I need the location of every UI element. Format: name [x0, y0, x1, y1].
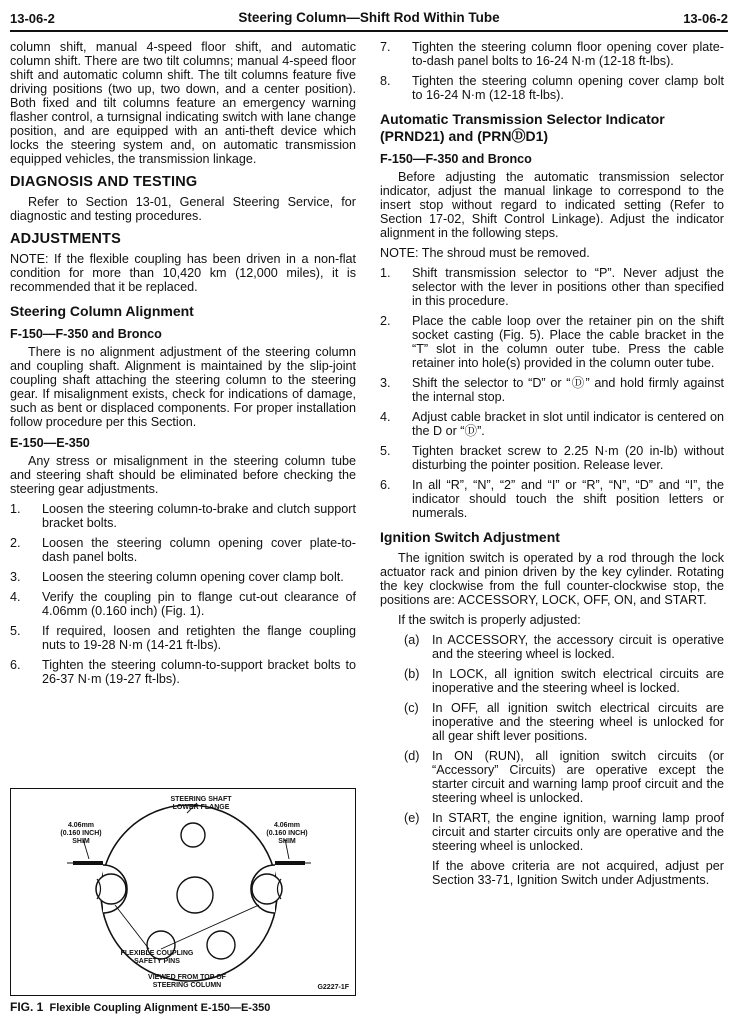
list-item: 7. Tighten the steering column floor opening cover plate-to-dash panel bolts to 16-24 N·m (12-18 ft-lbs). — [380, 40, 724, 68]
label-flange-1: STEERING SHAFT — [170, 796, 232, 803]
f150-text: There is no alignment adjustment of the steering column and coupling shaft. Alignment is maintained by the slip-joint coupling shaft attaching the steering column to the steering gear. If misalignment exists, check for indications of damage, such as bent or displaced components. For proper installation follow procedure per this Section. — [10, 345, 356, 429]
right-column — [380, 40, 724, 887]
f150-heading: F-150—F-350 and Bronco — [10, 327, 162, 341]
diagnosis-heading: DIAGNOSIS AND TESTING — [10, 174, 198, 190]
left-column — [10, 40, 356, 692]
list-item: 6. Tighten the steering column-to-support bracket bolts to 26-37 N·m (19-27 ft-lbs). — [10, 658, 356, 686]
figure-coupling-alignment — [10, 788, 356, 996]
list-item: (d) In ON (RUN), all ignition switch circuits (or “Accessory” Circuits) are operative except the starter circuit and warning lamp proof circuit and the steering wheel is unlocked. — [404, 749, 724, 805]
figure-caption — [10, 1000, 270, 1014]
ignition-final: If the above criteria are not acquired, adjust per Section 33-71, Ignition Switch under Adjustments. — [432, 859, 724, 887]
list-item: 5. If required, loosen and retighten the flange coupling nuts to 19-28 N·m (14-21 ft-lbs). — [10, 624, 356, 652]
list-item: 2. Loosen the steering column opening cover plate-to-dash panel bolts. — [10, 536, 356, 564]
ignition-lead: If the switch is properly adjusted: — [398, 613, 581, 627]
list-item: 8. Tighten the steering column opening cover clamp bolt to 16-24 N·m (12-18 ft-lbs). — [380, 74, 724, 102]
list-item: 3. Shift the selector to “D” or “Ⓓ” and hold firmly against the internal stop. — [380, 376, 724, 404]
list-item: (c) In OFF, all ignition switch electrical circuits are inoperative and the steering wheel is unlocked for all gear shift lever positions. — [404, 701, 724, 743]
list-item: (b) In LOCK, all ignition switch electrical circuits are inoperative and the steering wheel is locked. — [404, 667, 724, 695]
page-number-left: 13-06-2 — [10, 11, 55, 26]
adjustments-note: NOTE: If the flexible coupling has been driven in a non-flat condition for more than 10,420 km (12,000 miles), it is recommended that it be replaced. — [10, 252, 356, 294]
label-flange-2: LOWER FLANGE — [172, 804, 230, 811]
selector-indicator-heading: Automatic Transmission Selector Indicator (PRND21) and (PRNⒹD1) — [380, 111, 665, 144]
label-view-2: STEERING COLUMN — [152, 982, 222, 989]
diagnosis-text: Refer to Section 13-01, General Steering Service, for diagnostic and testing procedures. — [10, 195, 356, 223]
ignition-heading: Ignition Switch Adjustment — [380, 529, 560, 545]
list-item: 1. Loosen the steering column-to-brake and clutch support bracket bolts. — [10, 502, 356, 530]
label-shim-left-3: SHIM — [72, 838, 90, 845]
figure-code: G2227-1F — [317, 984, 349, 991]
e150-heading: E-150—E-350 — [10, 436, 90, 450]
label-shim-right-2: (0.160 INCH) — [266, 830, 308, 837]
adjustments-heading: ADJUSTMENTS — [10, 231, 121, 247]
selector-note: NOTE: The shroud must be removed. — [380, 246, 590, 260]
list-item: 3. Loosen the steering column opening cover clamp bolt. — [10, 570, 344, 584]
list-item: 1. Shift transmission selector to “P”. Never adjust the selector with the lever in positions other than specified in this procedure. — [380, 266, 724, 308]
figure-caption-text: Flexible Coupling Alignment E-150—E-350 — [49, 1002, 271, 1014]
selector-text: Before adjusting the automatic transmission selector indicator, adjust the manual linkage to correspond to the insert stop without regard to indicated setting (Refer to Section 17-02, Shift Control Linkage). Adjust the indicator alignment in the following steps. — [380, 170, 724, 240]
alignment-heading: Steering Column Alignment — [10, 303, 194, 319]
list-item: (e) In START, the engine ignition, warning lamp proof circuit and starter circuits only are operative and the steering wheel is unlocked. — [404, 811, 724, 853]
e150-text: Any stress or misalignment in the steering column tube and steering shaft should be eliminated before checking the steering gear adjustments. — [10, 454, 356, 496]
page-number-right: 13-06-2 — [683, 11, 728, 26]
coupling-diagram — [11, 789, 355, 995]
list-item: (a) In ACCESSORY, the accessory circuit is operative and the steering wheel is locked. — [404, 633, 724, 661]
label-shim-left-2: (0.160 INCH) — [60, 830, 102, 837]
bolt-hole-bottom-right — [207, 931, 235, 959]
ignition-text: The ignition switch is operated by a rod through the lock actuator rack and pinion driven by the key cylinder. Rotating the key clockwise from the full counter-clockwise stop, the positions are: ACCESSORY, LOCK, OFF, ON, and START. — [380, 551, 724, 607]
list-item: 6. In all “R”, “N”, “2” and “I” or “R”, “N”, “D” and “I”, the indicator should touch the shift position letters or numerals. — [380, 478, 724, 520]
label-shim-right-3: SHIM — [278, 838, 296, 845]
bolt-hole-top — [181, 823, 205, 847]
list-item: 4. Verify the coupling pin to flange cut-out clearance of 4.06mm (0.160 inch) (Fig. 1). — [10, 590, 356, 618]
intro-paragraph: column shift, manual 4-speed floor shift, and automatic column shift. There are two tilt columns; manual 4-speed floor shift and automatic column shift. The tilt columns feature five driving positions (two up, two down, and a center position). Both fixed and tilt columns feature an emergency warning flasher control, a turnsignal indicating switch with lane change position, and are equipped with an anti-theft device which locks the steering system and, on automatic transmission equipped vehicles, the transmission linkage. — [10, 40, 356, 166]
list-item: 5. Tighten bracket screw to 2.25 N·m (20 in-lb) without disturbing the pointer position. Release lever. — [380, 444, 724, 472]
list-item: 2. Place the cable loop over the retainer pin on the shift socket casting (Fig. 5). Place the cable bracket in the “T” slot in the column outer tube. Press the cable retainer into hole(s) provided in the column outer tube. — [380, 314, 724, 370]
page-title: Steering Column—Shift Rod Within Tube — [238, 10, 500, 25]
figure-number: FIG. 1 — [10, 1000, 44, 1014]
list-item: 4. Adjust cable bracket in slot until indicator is centered on the D or “Ⓓ”. — [380, 410, 724, 438]
label-pins-1: FLEXIBLE COUPLING — [120, 950, 194, 957]
selector-f150-heading: F-150—F-350 and Bronco — [380, 152, 532, 166]
label-shim-left-1: 4.06mm — [67, 822, 95, 829]
label-view-1: VIEWED FROM TOP OF — [148, 974, 226, 981]
page-header — [10, 8, 728, 32]
label-shim-right-1: 4.06mm — [273, 822, 301, 829]
center-bore — [177, 877, 213, 913]
label-pins-2: SAFETY PINS — [134, 958, 180, 965]
